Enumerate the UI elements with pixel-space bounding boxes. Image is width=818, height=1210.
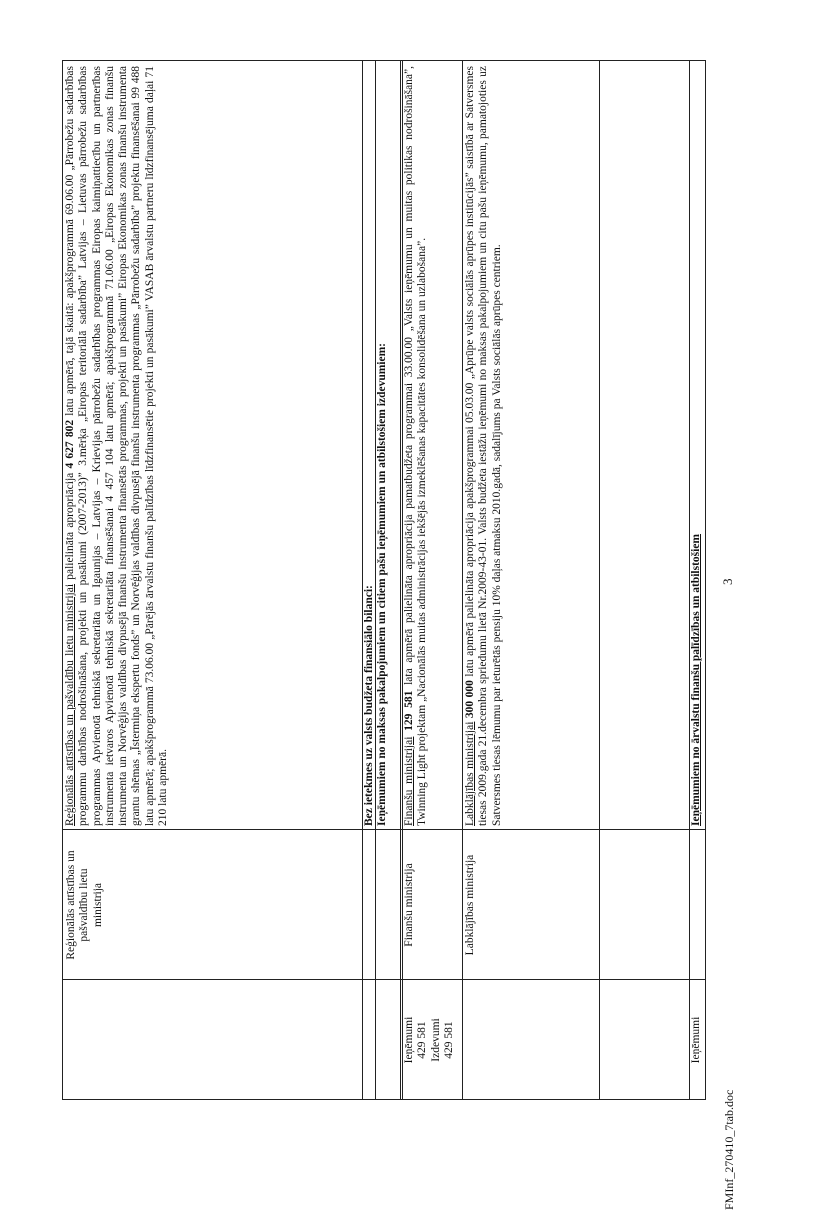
section-heading-cell — [376, 66, 389, 826]
section-heading: Ieņēmumiem no ārvalstu finanšu palīdzības un atbilstošiem — [690, 533, 702, 826]
ministry-name-cell — [65, 834, 105, 976]
description-cell — [464, 66, 504, 826]
text-segment: Labklājības ministrijai — [464, 721, 476, 826]
ministry-line: Reģionālās attīstības un — [65, 850, 77, 960]
amounts-cell — [403, 984, 456, 1096]
text-segment: Reģionālās attīstības un pašvaldību lietu ministrijai — [64, 583, 76, 826]
ministry-name-cell — [464, 834, 477, 976]
section-heading: Bez ietekmes uz valsts budžeta finansiālo bilanci: — [363, 585, 375, 826]
section-heading-cell — [363, 66, 376, 826]
page-number: 3 — [720, 578, 735, 585]
amount-label: Ieņēmumi — [690, 1016, 702, 1064]
row-divider-4 — [462, 60, 463, 1100]
amount-value: 429 581 — [416, 1021, 429, 1059]
section-heading: Ieņēmumiem no maksas pakalpojumiem un citiem pašu ieņēmumiem un atbilstošiem izdevumiem: — [376, 343, 388, 826]
ministry-line: Labklājības ministrija — [464, 854, 476, 956]
text-segment: palielināta apropriācija — [64, 468, 76, 584]
col-divider-1 — [62, 979, 706, 980]
ministry-line: ministrija — [91, 882, 104, 928]
row-divider-5 — [599, 60, 600, 1100]
text-segment — [464, 718, 476, 722]
ministry-line: pašvaldību lietu — [78, 868, 91, 942]
description-text — [464, 66, 504, 826]
text-segment: 4 627 802 — [64, 419, 76, 469]
col-divider-2 — [62, 829, 706, 830]
ministry-name-cell — [403, 834, 416, 976]
rotated-page — [62, 60, 736, 1210]
description-cell — [64, 66, 170, 826]
text-segment: 300 000 — [464, 680, 476, 719]
text-segment: latu apmērā palielināta apropriācija apakšprogrammai 05.03.00 „Aprūpe valsts sociālās aprūpes institūcijās” saistībā ar Satversmes tiesas 2009.gada 21.decembra spriedumu lietā Nr.2009-43-01. Valsts budžeta iestāžu ieņēmumi no maksas pakalpojumiem un citu pašu ieņēmumu, pamatojoties uz Satversmes tiesas lēmumu par ieturētās pensiju 10% daļas atmaksu 2010.gadā, sadalījums pa Valsts sociālās aprūpes centriem. — [464, 66, 503, 826]
amount-label: Izdevumi — [429, 1018, 442, 1062]
text-segment: 129 581 — [403, 690, 415, 731]
text-segment: Finanšu ministrijai — [403, 736, 415, 826]
file-name-footer: FMInf_270410_7tab.doc — [722, 1089, 736, 1210]
amounts-cell — [690, 984, 703, 1096]
amount-value: 429 581 — [442, 1021, 455, 1059]
text-segment: lata apmērā palielināta apropriācija pamatbudžeta programmai 33.00.00 „Valsts ieņēmumu un muitas politikas nodrošināšana”, Twinning Light projektam „Nacionālās muitas administrācijas iekšējās izmeklēšanas kapacitātes konsolidēšana un uzlabošana”. — [403, 66, 429, 826]
text-segment — [403, 731, 415, 737]
text-segment: latu apmērā, tajā skaitā: apakšprogrammā 69.06.00 „Pārrobežu sadarbības programmu darbības nodrošināšana, projekti un pasākumi (2007-2013)” 3.mērķa „Eiropas teritoriālā sadarbība” Latvijas – Lietuvas pārrobežu sadarbības programmas Apvienotā tehniskā sekretariāta un Igaunijas – Latvijas – Krievijas pārrobežu sadarbības programmas Eiropas kaimiņattiecību un partnerības instrumenta ietvaros Apvienotā tehniskā sekretariāta finansēšanai 4 457 104 latu apmērā; apakšprogrammā 71.06.00 „Eiropas Ekonomikas zonas finanšu instrumenta un Norvēģijas valdības divpusējā finanšu instrumenta finansētās programmas, projekti un pasākumi” Eiropas Ekonomikas zonas finanšu instrumenta grantu shēmas „Īstermiņa ekspertu fonds” un Norvēģijas valdības divpusējā finanšu instrumenta programmas „Pārrobežu sadarbība” projektu finansēšanai 99 488 latu apmērā; apakšprogrammā 73.06.00 „Pārējās ārvalstu finanšu palīdzības līdzfinansētie projekti un pasākumi” VASAB ārvalstu partneru līdzfinansējuma daļai 71 210 latu apmērā. — [64, 66, 170, 826]
description-cell — [403, 66, 430, 826]
ministry-line: Finanšu ministrija — [403, 863, 415, 947]
description-text — [64, 66, 170, 826]
description-text — [403, 66, 430, 826]
amount-label: Ieņēmumi — [403, 1016, 415, 1064]
section-heading-cell — [690, 66, 703, 826]
